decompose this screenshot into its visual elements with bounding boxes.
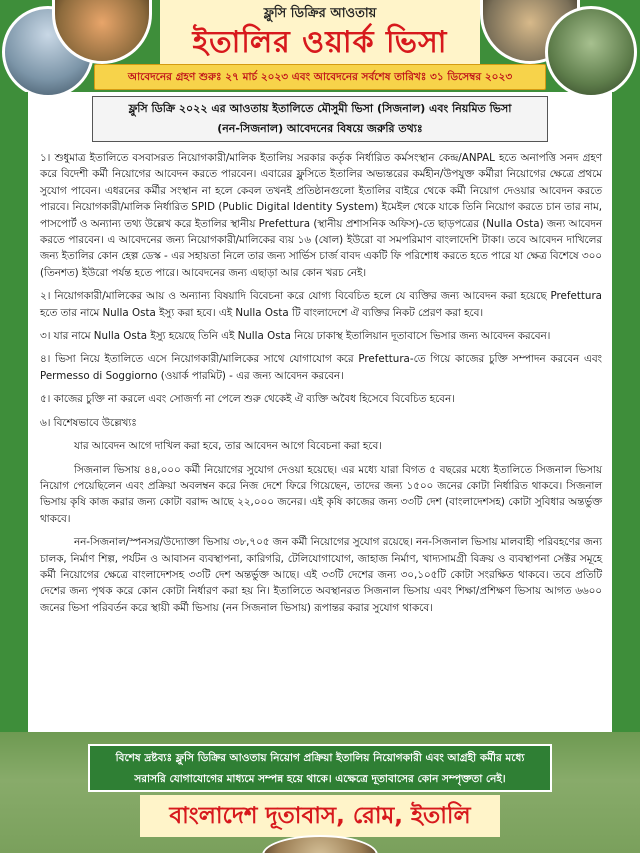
header-photo-right: [545, 6, 637, 98]
paragraph-3: ৩। যার নামে Nulla Osta ইস্যু হয়েছে তিনি এই Nulla Osta নিয়ে ঢাকাস্থ ইতালিয়ান দূতাবাসে ভিসার জন্য আবেদন করবেন।: [40, 330, 551, 343]
paragraph-6-heading: ৬। বিশেষভাবে উল্লেখ্যঃ: [40, 416, 137, 429]
paragraph-6b: সিজনাল ভিসায় ৪৪,০০০ কর্মী নিয়োগের সুযোগ দেওয়া হয়েছে। এর মধ্যে যারা বিগত ৫ বছরের মধ্যে ইতালিতে সিজনাল ভিসায় নিয়োগ পেয়েছিলেন এবং প্রক্রিয়া অবলম্বন করে নিজ দেশে ফিরে গিয়েছেন, তাদের জন্য ১৫০০ জনের কোটা নির্ধারিত থাকবে। সিজনাল ভিসায় কৃষি কাজ করার জন্য কোটা বরাদ্দ আছে ২২,০০০ জনের। এই কৃষি কাজের জন্য ৩৩টি দেশ (বাংলাদেশসহ) কোটা সুবিধার অন্তর্ভুক্ত থাকবে।: [40, 463, 602, 525]
important-info-heading: [92, 96, 548, 142]
notice-line-1: ফ্লুসি ডিক্রি ২০২২ এর আওতায় ইতালিতে মৌসুমী ভিসা (সিজনাল) এবং নিয়মিত ভিসা: [128, 102, 512, 115]
paragraph-5: ৫। কাজের চুক্তি না করলে এবং সোজর্ণ্য না পেলে শুরু থেকেই ঐ ব্যক্তি অবৈধ হিসেবে বিবেচিত হবেন।: [40, 393, 455, 406]
special-note-line-2: সরাসরি যোগাযোগের মাধ্যমে সম্পন্ন হয়ে থাকে। এক্ষেত্রে দূতাবাসের কোন সম্পৃক্ততা নেই।: [134, 773, 506, 785]
special-note-box: [88, 744, 552, 792]
side-band-left: [0, 92, 28, 732]
paragraph-6a: যার আবেদন আগে দাখিল করা হবে, তার আবেদন আগে বিবেচনা করা হবে।: [74, 440, 382, 453]
special-note-line-1: বিশেষ দ্রষ্টব্যঃ ফ্লুসি ডিক্রির আওতায় নিয়োগ প্রক্রিয়া ইতালিয় নিয়োগকারী এবং আগ্রহী কর্মীর মধ্যে: [115, 752, 525, 764]
title-box: [160, 0, 480, 64]
paragraph-4: ৪। ভিসা নিয়ে ইতালিতে এসে নিয়োগকারী/মালিকের সাথে যোগাযোগ করে Prefettura-তে গিয়ে কাজের চুক্তি সম্পাদন করবেন এবং Permesso di Soggiorno (ওয়ার্ক পারমিট) - এর জন্য আবেদন করবেন।: [40, 353, 602, 382]
application-date-bar: আবেদনের গ্রহণ শুরুঃ ২৭ মার্চ ২০২৩ এবং আবেদনের সর্বশেষ তারিখঃ ৩১ ডিসেম্বর ২০২৩: [94, 64, 546, 90]
side-band-right: [612, 92, 640, 732]
paragraph-1: ১। শুধুমাত্র ইতালিতে বসবাসরত নিয়োগকারী/মালিক ইতালিয় সরকার কর্তৃক নির্ধারিত কর্মসংস্থান কেন্দ্র/ANPAL হতে অনাপত্তি সনদ গ্রহণ করে বিদেশী কর্মী নিয়োগের আবেদন করতে পারবেন। এবারের ফ্লুসিতে ইতালির অভ্যন্তরের কর্মহীন/উপযুক্ত কর্মীরা নিয়োগের ক্ষেত্রে প্রথমে সুযোগ পাবেন। এধরনের কর্মীর সংস্থান না হলে কেবল তখনই প্রতিষ্ঠানগুলো ইতালির বাইরে থেকে কর্মী নিয়োগ দেওয়ার আবেদন করতে পারবে। নিয়োগকারী/মালিক নির্ধারিত SPID (Public Digital Identity System) ইমেইল থেকে যাকে তিনি নিয়োগ করতে চান তার নাম, পাসপোর্ট ও অন্যান্য তথ্য উল্লেখ করে ইতালির স্থানীয় Prefettura (স্থানীয় প্রশাসনিক অফিস)-তে ছাড়পত্রের (Nulla Osta) জন্য আবেদন করতে পারবেন। এ আবেদনের জন্য নিয়োগকারী/মালিকের ব্যয় ১৬ (ষোল) ইউরো বা সমপরিমাণ বাংলাদেশি টাকা। তবে আবেদন দাখিলের জন্য ইতালির কোন হেল্প ডেস্ক - এর সহায়তা নিলে তার জন্য সার্ভিস চার্জ বাবদ একটি ফি পরিশোধ করতে হতে পারে যা ক্ষেত্র বিশেষে ৩০০ (তিনশত) ইউরো পর্যন্ত হতে পারে। আবেদনের জন্য এছাড়া আর কোন খরচ নেই।: [40, 152, 602, 279]
paragraph-6c: নন-সিজনাল/স্পনসর/উদ্যোক্তা ভিসায় ৩৮,৭০৫ জন কর্মী নিয়োগের সুযোগ রয়েছে। নন-সিজনাল ভিসায় মালবাহী পরিবহণের জন্য চালক, নির্মাণ শিল্প, পর্যটন ও আবাসন ব্যবস্থাপনা, কারিগরি, টেলিযোগাযোগ, জাহাজ নির্মাণ, খাদ্যসামগ্রী বিক্রয় ও ব্যবস্থাপনা সেক্টর সমূহে কর্মী নিয়োগের ক্ষেত্রে বাংলাদেশসহ ৩৩টি দেশ অন্তর্ভুক্ত আছে। এই ৩৩টি দেশের জন্য ৩০,১০৫টি কোটা সংরক্ষিত থাকবে। তবে প্রতিটি দেশের জন্য পৃথক করে কোন কোটা নির্ধারণ করা হয় নি। ইতালিতে অবস্থানরত সিজনাল ভিসায় এবং শিক্ষা/প্রশিক্ষণ ভিসায় আগত ৬৬০০ জনের ভিসা পরিবর্তন করে স্থায়ী কর্মী ভিসায় (নন সিজনাল ভিসায়) রূপান্তর করার সুযোগ থাকবে।: [40, 536, 602, 614]
page-title: ইতালির ওয়ার্ক ভিসা: [192, 25, 448, 60]
header-subtitle: ফ্লুসি ডিক্রির আওতায়: [263, 6, 377, 21]
embassy-name: বাংলাদেশ দূতাবাস, রোম, ইতালি: [140, 795, 500, 837]
notice-line-2: (নন-সিজনাল) আবেদনের বিষয়ে জরুরি তথ্যঃ: [217, 122, 423, 135]
paragraph-2: ২। নিয়োগকারী/মালিকের আয় ও অন্যান্য বিষয়াদি বিবেচনা করে যোগ্য বিবেচিত হলে যে ব্যক্তির জন্য আবেদন করা হয়েছে Prefettura হতে তার নামে Nulla Osta ইস্যু করা হবে। এই Nulla Osta টি বাংলাদেশে ঐ ব্যক্তির নিকট প্রেরণ করা হবে।: [40, 290, 602, 319]
info-body: [40, 150, 602, 623]
